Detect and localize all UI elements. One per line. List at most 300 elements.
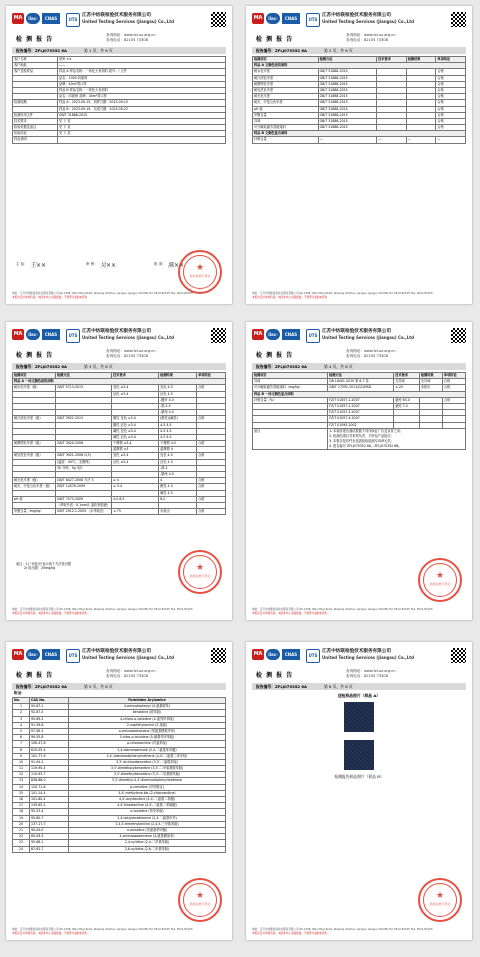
report-header	[12, 328, 226, 348]
table-cell: FZ/T 01057.1-2007	[328, 397, 394, 403]
report-number-bar: 报告编号：ZFLJ075352 6A 第 4 页，共 6 页	[252, 363, 466, 370]
table-cell: 合格	[436, 87, 466, 93]
remark-line: 4. 报告编号 ZFLJ075352 6A，ZFLJ075352 6B。	[329, 443, 402, 448]
photo-caption-top: 送检样品照片（样品 A）	[337, 693, 381, 698]
table-cell: 湿摩擦 4	[159, 447, 197, 453]
table-cell: 合格	[197, 478, 226, 484]
table-cell: 纤维含量	[253, 137, 319, 143]
table-cell: 4,4'-methylene-bis-(2-chloroaniline)	[69, 790, 226, 796]
table-cell: GB 18401-2010 第 6.7 条	[328, 379, 394, 385]
table-cell: FZ/T 01095-2002	[328, 422, 394, 428]
table-cell: 9	[13, 753, 30, 759]
official-stamp: ★ 检验检测专用章	[178, 550, 222, 594]
table-cell: 单项结论	[197, 373, 226, 379]
table-cell: 60-09-3	[30, 834, 69, 840]
table-cell: No.	[13, 698, 30, 704]
table-cell: 13	[13, 778, 30, 784]
table-cell: 3	[13, 716, 30, 722]
report-title: 检 测 报 告	[16, 36, 54, 43]
contact-info: 查询网址：www.fzl-xz.org.cn 查询电话：82105 73308	[346, 669, 396, 678]
table-cell: o-toluidine (邻甲苯胺)	[69, 809, 226, 815]
report-footer: 地址：江苏中纺联检验技术服务有限公司 No.1258, Wan Ming Road, Wujiang Xinzhen, Jiangsu, Jiangsu 215200 Tel: 0512-82105 Fax: 0512-82105 本报告仅对来样负责，未经本中心书面批准，不得部分复制本报告	[252, 292, 433, 299]
report-title: 检 测 报 告	[16, 672, 54, 679]
report-header	[252, 648, 466, 668]
table-cell: 技术要求	[13, 118, 58, 124]
table-cell: (温度：40°C，无钢珠)	[56, 459, 112, 465]
table-cell: 单项结论	[436, 57, 466, 63]
table-cell: 耐光色牢度	[253, 94, 319, 100]
org-name-cn: 江苏中纺联检验技术服务有限公司	[82, 329, 151, 334]
table-cell: 2,4-xylidine (2,4-二甲基苯胺)	[69, 840, 226, 846]
table-cell: 客户送检样品	[13, 69, 58, 75]
remark-line: 3. 本报告复印件未加盖检验检测专用章无效；	[329, 438, 394, 443]
qr-code	[211, 328, 226, 343]
table-cell: 耐皂洗色牢度（级）	[13, 453, 56, 459]
official-stamp: ★ 检验检测专用章	[418, 558, 462, 602]
report-number-bar: 报告编号：ZFLJ075352 6A 第 3 页，共 6 页	[12, 363, 226, 370]
table-cell: GB/T 31888-2015	[318, 118, 376, 124]
table-cell: 沾色 ≥3-4	[112, 391, 159, 397]
table-cell: 12	[13, 772, 30, 778]
table-cell: 1	[13, 704, 30, 710]
ilac-logo: ilac-MRA	[266, 329, 280, 340]
uts-logo: UTS	[306, 649, 320, 663]
page-number: 第 1 页，共 6 页	[84, 48, 113, 53]
table-cell: 技术要求	[377, 57, 407, 63]
contact-info: 查询网址：www.fzl-xz.org.cn 查询电话：82105 73308	[346, 349, 396, 358]
ma-logo: MA	[252, 649, 264, 660]
page-number: 第 4 页，共 6 页	[324, 364, 353, 369]
table-cell: 3,3'-dimethyl-4,4'-diaminodiphenylmethane	[69, 778, 226, 784]
table-cell: 17	[13, 803, 30, 809]
report-title: 检 测 报 告	[256, 352, 294, 359]
table-cell: 137-17-7	[30, 821, 69, 827]
remarks-cell	[328, 428, 466, 449]
table-cell: 酸性 4-5	[159, 484, 197, 490]
table-cell: GB/T 17592-2011/GC/MSD	[328, 385, 394, 391]
table-cell: 品牌：40m²剪口样	[58, 81, 226, 87]
table-cell: 2	[13, 710, 30, 716]
table-cell: 合格	[436, 81, 466, 87]
table-cell: 耐光、汗复合色牢度	[253, 100, 319, 106]
table-cell: 检验结论	[13, 131, 58, 137]
table-cell: 838-88-0	[30, 778, 69, 784]
table-cell: 合格	[197, 416, 226, 422]
table-row	[13, 846, 226, 852]
table-cell: 纤维含量（%）	[253, 397, 328, 403]
table-cell: 92-67-1	[30, 704, 69, 710]
org-name-cn: 江苏中纺联检验技术服务有限公司	[82, 649, 151, 654]
fabric-swatch-a	[344, 702, 374, 732]
table-cell: pH 值	[13, 496, 56, 502]
org-name-cn: 江苏中纺联检验技术服务有限公司	[322, 649, 391, 654]
remark-line: 1. 本检验报告测试数据不得作商业广告及宣传之用；	[329, 428, 404, 433]
table-cell: 检验依据及备注	[13, 125, 58, 131]
table-cell: 甲醛含量（mg/kg）	[13, 509, 56, 515]
table-cell: 95-69-2	[30, 716, 69, 722]
qr-code	[211, 648, 226, 663]
table-cell: 变色 ≥3-4	[112, 385, 159, 391]
table-cell: 合格	[436, 118, 466, 124]
report-number-bar	[12, 47, 226, 54]
table-cell: 客户地址	[13, 63, 58, 69]
report-number-bar: 报告编号：ZFLJ075352 6A 第 2 页，共 6 页	[252, 47, 466, 54]
colorfastness-table	[12, 372, 226, 515]
table-cell: 91-94-1	[30, 759, 69, 765]
table-cell: 耐皂洗色牢度	[253, 87, 319, 93]
org-name-cn: 江苏中纺联检验技术服务有限公司	[322, 13, 391, 18]
table-cell: 无异味	[394, 379, 420, 385]
table-cell: 4,4'-thiodianiline (4,4'-二氨基二苯硫醚)	[69, 803, 226, 809]
table-cell: 20	[13, 821, 30, 827]
signer-1-signature: 王××	[30, 262, 47, 269]
table-cell: GB/T 31888-2015	[318, 106, 376, 112]
table-cell: 碱性 沾色 ≥3-4	[112, 434, 159, 440]
report-page-3	[6, 322, 232, 620]
table-cell: 3,3'-dichlorobenzidine (3,3'-二氯联苯胺)	[69, 759, 226, 765]
table-cell: 检测方法	[56, 373, 112, 379]
table-cell: 24	[13, 846, 30, 852]
table-cell: GB/T 31888-2015	[318, 75, 376, 81]
remarks-row	[253, 428, 466, 449]
table-cell: 检测所用文件	[13, 112, 58, 118]
table-cell: 干摩擦 4-5	[159, 441, 197, 447]
table-cell: 常州 ××	[58, 57, 226, 63]
table-cell: 品名：四面弹 品牌：40m²剪口样	[58, 94, 226, 100]
report-title: 检 测 报 告	[256, 36, 294, 43]
table-cell: GB/T 7573-2009	[56, 496, 112, 502]
table-cell: 备注	[253, 428, 328, 449]
table-cell: 4.0-8.5	[112, 496, 159, 502]
table-cell: FZ/T 01057.3-2007	[328, 410, 394, 416]
table-cell: —	[406, 137, 436, 143]
table-cell: 11	[13, 766, 30, 772]
table-cell: 92-87-5	[30, 710, 69, 716]
table-cell: 4	[13, 722, 30, 728]
table-cell: GB/T 3922-2013	[56, 416, 112, 422]
official-stamp: ★ 检验检测专用章	[178, 878, 222, 922]
notes: 备注：1) "未检出"表示低于方法检出限 2) 检出限：20mg/kg	[16, 562, 72, 571]
table-cell: 无异味	[419, 379, 442, 385]
contact-info	[106, 33, 156, 43]
table-cell: 检测项目	[13, 373, 56, 379]
table-cell: 氨纶 7.0	[394, 403, 420, 409]
table-cell: GB/T 31888-2015	[318, 125, 376, 131]
table-cell: -棉 4	[159, 465, 197, 471]
table-cell: 10	[13, 759, 30, 765]
table-cell: o-aminoazotoluene (邻氨基偶氮甲苯)	[69, 728, 226, 734]
cnas-logo: CNAS	[282, 13, 300, 24]
ilac-logo: ilac-MRA	[26, 329, 40, 340]
report-footer: 地址：江苏中纺联检验技术服务有限公司 No.1258, Wan Ming Road, Wujiang Xinzhen, Jiangsu, Jiangsu 215200 Tel: 0512-82105 Fax: 0512-82105 本报告仅对来样负责，未经本中心书面批准，不得部分复制本报告	[12, 292, 193, 299]
website-text: 查询网址：www.fzl-xz.org.cn	[106, 33, 156, 37]
cnas-logo: CNAS	[42, 649, 60, 660]
table-cell: 样品 B 文胸色复合面料	[253, 131, 466, 137]
fabric-swatch-b	[344, 740, 374, 770]
signer-3-label: 批 准：	[154, 262, 166, 266]
table-cell: 检测周期	[13, 100, 58, 106]
table-cell: GB/T 31888-2015	[318, 94, 376, 100]
table-cell: GB/T 8427-2008 方法 3	[56, 478, 112, 484]
table-cell: 101-77-9	[30, 753, 69, 759]
org-name-en: United Testing Services (Jiangsu) Co.,Ltd	[82, 335, 175, 340]
official-stamp: ★ 检验检测专用章	[178, 250, 222, 294]
table-cell: 4-5 4-5	[159, 434, 197, 440]
table-cell: 技术要求	[112, 373, 159, 379]
photo-caption-bottom: 检测报告样品照片（样品 B）	[334, 774, 384, 779]
remark-line: 2. 检测结果仅对来样负责，不涉及产品批次；	[329, 433, 394, 438]
table-cell: 95-53-4	[30, 809, 69, 815]
table-cell: 碱性 变色 ≥3-4	[112, 428, 159, 434]
table-cell: 沾色 4-5	[159, 391, 197, 397]
contact-info: 查询网址：www.fzl-xz.org.cn 查询电话：82105 73308	[106, 669, 156, 678]
sample-info-table	[12, 56, 226, 144]
org-name-en: United Testing Services (Jiangsu) Co.,Ltd	[322, 335, 415, 340]
table-cell: 4,4'-diaminodiphenylmethane (4,4'-二氨基二苯甲烷)	[69, 753, 226, 759]
table-cell: 检测结果	[159, 373, 197, 379]
table-cell: 甲醛含量	[253, 112, 319, 118]
table-cell: 可分解致癌芳香胺染料	[253, 125, 319, 131]
org-name-en: United Testing Services (Jiangsu) Co.,Ltd	[82, 655, 175, 660]
table-cell: -醋纤 4-5	[159, 397, 197, 403]
table-cell: —	[436, 137, 466, 143]
table-cell: 异味	[253, 379, 328, 385]
table-cell: 101-14-4	[30, 790, 69, 796]
table-cell: 4	[159, 478, 197, 484]
ma-logo: MA	[12, 329, 24, 340]
table-cell: 检测项目	[253, 57, 319, 63]
table-cell: 见 下 页	[58, 125, 226, 131]
table-cell: 4-aminobiphenyl (4-氨基联苯)	[69, 704, 226, 710]
table-cell: GB/T 31888-2015	[318, 69, 376, 75]
table-cell: -腈纶 4-5	[159, 410, 197, 416]
table-cell: 合格	[442, 379, 465, 385]
table-cell: 97-56-3	[30, 728, 69, 734]
report-number: 报告编号：ZFLJ075352 6A	[16, 48, 67, 53]
report-footer: 地址：江苏中纺联检验技术服务有限公司 No.1258, Wan Ming Road, Wujiang Xinzhen, Jiangsu, Jiangsu 215200 Tel: 0512-82105 Fax: 0512-82105 本报告仅对来样负责，未经本中心书面批准，不得部分复制本报告	[12, 608, 193, 615]
report-footer: 地址：江苏中纺联检验技术服务有限公司 No.1258, Wan Ming Road, Wujiang Xinzhen, Jiangsu, Jiangsu 215200 Tel: 0512-82105 Fax: 0512-82105 本报告仅对来样负责，未经本中心书面批准，不得部分复制本报告	[12, 928, 193, 935]
table-cell: 5-nitro-o-toluidine (5-硝基邻甲苯胺)	[69, 735, 226, 741]
cnas-logo: CNAS	[282, 649, 300, 660]
table-cell: Forbidden Arylamine	[69, 698, 226, 704]
table-cell: GB/T 31888-2015	[318, 112, 376, 118]
table-cell: 酸性 沾色 ≥3-4	[112, 422, 159, 428]
report-header	[12, 648, 226, 668]
table-cell: benzidine (联苯胺)	[69, 710, 226, 716]
table-cell: 4-aminoazobenzene (4-氨基偶氮苯)	[69, 834, 226, 840]
table-cell: ≤ 20	[394, 385, 420, 391]
cnas-logo: CNAS	[282, 329, 300, 340]
report-page-5	[6, 642, 232, 940]
org-name-cn: 江苏中纺联检验技术服务有限公司	[82, 13, 151, 18]
cnas-logo: CNAS	[42, 13, 60, 24]
table-cell: 样品 A 文胸色纺织面料	[253, 63, 466, 69]
table-cell: 2,4-diaminoanisole (2,4-二氨基苯甲醚)	[69, 747, 226, 753]
table-cell: 样品 B：2023-09-19，完成日期：2023-09-22	[58, 106, 226, 112]
qr-code	[211, 12, 226, 27]
report-page-6	[246, 642, 472, 940]
table-cell: 碱性 4-5	[159, 490, 197, 496]
table-cell: 95-80-7	[30, 815, 69, 821]
uts-logo: UTS	[306, 329, 320, 343]
table-cell: 15	[13, 790, 30, 796]
table-cell: 120-71-8	[30, 784, 69, 790]
table-cell: 19	[13, 815, 30, 821]
report-title: 检 测 报 告	[16, 352, 54, 359]
table-cell: 16	[13, 797, 30, 803]
signer-2-label: 审 核：	[86, 262, 98, 266]
table-row	[253, 137, 466, 143]
table-cell: ≤ 75	[112, 509, 159, 515]
table-cell: 91-59-8	[30, 722, 69, 728]
table-cell: 22	[13, 834, 30, 840]
table-cell: 未检出	[159, 509, 197, 515]
table-cell: GB/T 3921-2008 C(3)	[56, 453, 112, 459]
table-cell: 单项结论	[442, 373, 465, 379]
table-cell: 30 分钟，5g 皂片	[56, 465, 112, 471]
official-stamp: ★ 检验检测专用章	[418, 878, 462, 922]
table-cell: 6	[13, 735, 30, 741]
table-cell: 检测结果	[419, 373, 442, 379]
table-cell: ≥ 4	[112, 478, 159, 484]
table-cell: 技术要求	[394, 373, 420, 379]
table-cell: 未检出	[419, 385, 442, 391]
report-footer: 地址：江苏中纺联检验技术服务有限公司 No.1258, Wan Ming Road, Wujiang Xinzhen, Jiangsu, Jiangsu 215200 Tel: 0512-82105 Fax: 0512-82105 本报告仅对来样负责，未经本中心书面批准，不得部分复制本报告	[252, 928, 433, 935]
table-cell: 139-65-1	[30, 803, 69, 809]
table-cell: 合格	[436, 94, 466, 100]
table-cell: 合格	[436, 125, 466, 131]
table-cell: 变色 4-5	[159, 453, 197, 459]
table-cell: 样品 A 一体文胸色纺织面料	[13, 379, 226, 385]
table-cell: 检测方法	[318, 57, 376, 63]
appendix-label: 附录：	[14, 691, 25, 695]
uts-logo: UTS	[66, 649, 80, 663]
table-cell: 119-90-4	[30, 766, 69, 772]
table-cell: 4,4'-oxydianiline (4,4'-二氨基二苯醚)	[69, 797, 226, 803]
table-cell: 变色 ≥3-4	[112, 453, 159, 459]
report-page-1	[6, 6, 232, 304]
table-cell: 2,6-xylidine (2,6-二甲基苯胺)	[69, 846, 226, 852]
table-cell: 酸性 变色 ≥3-4	[112, 416, 159, 422]
org-name-en: United Testing Services (Jiangsu) Co.,Ltd	[82, 19, 175, 24]
table-cell: 5	[13, 728, 30, 734]
page-number: 第 3 页，共 6 页	[84, 364, 113, 369]
table-cell: （萃取介质：0.1mol/L 氯化钾溶液）	[57, 502, 111, 507]
table-cell: 6.2	[159, 496, 197, 502]
table-cell: 耐摩擦色牢度	[253, 81, 319, 87]
contact-info: 查询网址：www.fzl-xz.org.cn 查询电话：82105 73308	[106, 349, 156, 358]
ma-logo: MA	[12, 649, 24, 660]
table-cell: 99-55-8	[30, 735, 69, 741]
table-cell: 14	[13, 784, 30, 790]
table-cell: FZ/T 01057.2-2007	[328, 403, 394, 409]
table-cell: —	[318, 137, 376, 143]
table-cell: 异味	[253, 118, 319, 124]
table-cell: 合格	[436, 106, 466, 112]
report-header	[12, 12, 226, 32]
table-cell: 合格	[436, 100, 466, 106]
table-cell: GB/T 5713-2013	[56, 385, 112, 391]
table-cell: 合格	[436, 75, 466, 81]
qr-code	[451, 12, 466, 27]
report-header	[252, 328, 466, 348]
ilac-logo: ilac-MRA	[26, 649, 40, 660]
table-cell: 检测结果	[406, 57, 436, 63]
table-cell: 90-04-0	[30, 827, 69, 833]
table-cell: (酸性)(碱性)	[159, 416, 197, 422]
report-title: 检 测 报 告	[256, 672, 294, 679]
table-cell: -棉 4-5	[159, 403, 197, 409]
table-cell: 合格	[436, 112, 466, 118]
table-cell: 耐水色牢度（级）	[13, 385, 56, 391]
table-cell: 样品 A 样品名称：一体化大布面料 款号：/ 文件	[58, 69, 226, 75]
table-cell: 615-05-4	[30, 747, 69, 753]
table-cell: 耐光色牢度（级）	[13, 478, 56, 484]
uts-logo: UTS	[66, 13, 80, 27]
table-cell: 样品说明	[13, 137, 58, 143]
table-cell: GB/T 14576-2009	[56, 484, 112, 490]
table-cell: 23	[13, 840, 30, 846]
org-name-cn: 江苏中纺联检验技术服务有限公司	[322, 329, 391, 334]
page-number: 第 5 页，共 6 页	[84, 684, 113, 689]
table-cell: 变色 4-5	[159, 385, 197, 391]
table-cell: 101-80-4	[30, 797, 69, 803]
signer-1-label: 主 检：	[16, 262, 28, 266]
table-cell: 检测方法	[328, 373, 394, 379]
table-cell: 87-62-7	[30, 846, 69, 852]
table-cell: 干摩擦 ≥3-4	[112, 441, 159, 447]
table-cell: GB/T 3920-2008	[56, 441, 112, 447]
table-cell: 合格	[436, 69, 466, 75]
table-cell: —	[377, 137, 407, 143]
table-cell: pH 值	[253, 106, 319, 112]
ilac-logo: ilac-MRA	[26, 13, 40, 24]
table-cell: 95-68-1	[30, 840, 69, 846]
report-number-bar: 报告编号：ZFLJ075352 6A 第 6 页，共 6 页	[252, 683, 466, 690]
table-cell: 氨纶 83.0	[394, 397, 420, 403]
table-cell: GB/T 31888-2015	[318, 87, 376, 93]
table-cell: 106-47-8	[30, 741, 69, 747]
table-cell: 样品 B 样品名称：一体化大布面料	[58, 87, 226, 93]
table-row	[13, 509, 226, 515]
table-cell: 119-93-7	[30, 772, 69, 778]
ma-logo: MA	[252, 13, 264, 24]
report-page-2	[246, 6, 472, 304]
table-cell: 2,4,5-trimethylaniline (2,4,5-三甲基苯胺)	[69, 821, 226, 827]
table-cell: 合格	[197, 441, 226, 447]
table-cell: 3,3'-dimethoxybenzidine (3,3'-二甲氧基联苯胺)	[69, 766, 226, 772]
ilac-logo: ilac-MRA	[266, 13, 280, 24]
table-cell: 合格	[197, 453, 226, 459]
table-cell: 样品 B 一体文胸色复合面料	[253, 391, 466, 397]
test-results-table	[252, 56, 466, 144]
table-cell: 合格	[442, 397, 465, 403]
table-cell: CAS No.	[30, 698, 69, 704]
table-cell: 客户名称	[13, 57, 58, 63]
table-cell: 7	[13, 741, 30, 747]
page-number: 第 6 页，共 6 页	[324, 684, 353, 689]
arylamine-table	[12, 697, 226, 853]
table-cell: o-anisidine (邻氨基苯甲醚)	[69, 827, 226, 833]
report-header	[252, 12, 466, 32]
table-cell: 沾色 ≥3-4	[112, 459, 159, 465]
table-cell: GB/T 31888-2015	[318, 100, 376, 106]
org-name-en: United Testing Services (Jiangsu) Co.,Ltd	[322, 19, 415, 24]
table-cell: 耐摩擦色牢度（级）	[13, 441, 56, 447]
table-cell: ——	[58, 63, 226, 69]
table-cell: p-cresidine (对甲酚定)	[69, 784, 226, 790]
table-cell: 合格	[197, 385, 226, 391]
